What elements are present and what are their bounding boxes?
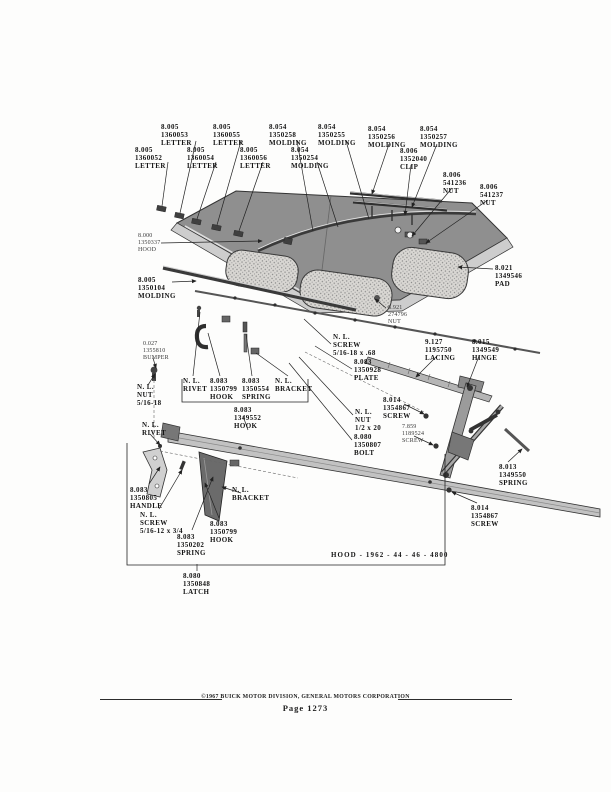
part-label: N. L. SCREW 5/16-12 x 3/4 [140,511,183,536]
hinge-screw [446,487,451,492]
part-label: 8.054 1350256 MOLDING [368,125,406,150]
part-label: N. L. BRACKET [275,377,313,394]
part-label: N. L. SCREW 5/16-18 x .68 [333,333,376,358]
bumper-part [151,367,158,374]
footer-copyright: ©1967 BUICK MOTOR DIVISION, GENERAL MOTORS CORPORATION [201,694,410,700]
part-label: 8.000 1350337 HOOD [138,233,161,253]
part-label: 8.054 1350254 MOLDING [291,146,329,171]
part-label: 0.027 1355810 BUMPER [143,341,169,361]
keyhole-slot [407,232,413,238]
diagram-caption: HOOD - 1962 - 44 - 46 - 4800 [331,551,449,559]
part-label: 8.006 541237 NUT [480,183,504,208]
hinge-screw [423,413,428,418]
part-label: 8.083 1350799 HOOK [210,520,238,545]
part-label: N. L. RIVET [183,377,208,394]
part-label: 8.014 1354867 SCREW [471,504,499,529]
part-label: 8.021 1349546 PAD [495,264,523,289]
bracket-part [251,348,259,354]
part-label: 8.054 1350255 MOLDING [318,123,356,148]
part-label: 8.005 1360054 LETTER [187,146,218,171]
part-label: 8.080 1350807 BOLT [354,433,382,458]
part-label: 9.127 1195750 LACING [425,338,456,363]
part-label: N. L. NUT 5/16-18 [137,383,162,408]
part-label: 8.921 274796 NUT [388,305,408,325]
hinge-spring [505,429,529,451]
part-label: 8.005 1360056 LETTER [240,146,271,171]
footer-page-number: Page 1273 [282,703,329,713]
part-label: 8.005 1360055 LETTER [213,123,244,148]
part-label: 8.080 1350848 LATCH [183,572,211,597]
part-label: 8.083 1350799 HOOK [210,377,238,402]
clip-part [222,316,230,322]
part-label: 8.005 1350104 MOLDING [138,276,176,301]
part-label: 8.083 1350928 PLATE [354,358,382,383]
part-label: N. L. NUT 1/2 x 20 [355,408,382,433]
part-label: 8.083 1350202 SPRING [177,533,206,558]
hinge-screw [433,443,438,448]
molding-nut [419,239,427,244]
part-label: 8.006 541236 NUT [443,171,467,196]
bolt-part [243,322,247,332]
part-label: 8.014 1354867 SCREW [383,396,411,421]
part-label: N. L. RIVET [142,421,167,438]
part-label: 8.083 1350805 HANDLE [130,486,163,511]
part-label: 8.083 1350554 SPRING [242,377,271,402]
part-label: 8.005 1360053 LETTER [161,123,192,148]
part-label: 8.083 1349552 HOOK [234,406,262,431]
keyhole-slot [395,227,401,233]
part-label: 8.054 1350257 MOLDING [420,125,458,150]
part-label: 8.015 1349549 HINGE [472,338,500,363]
pad-nut [374,295,379,300]
part-label: 8.005 1360052 LETTER [135,146,166,171]
part-label: N. L. BRACKET [232,486,270,503]
part-label: 8.013 1349550 SPRING [499,463,528,488]
part-label: 7.859 1189524 SCREW [402,424,425,444]
latch-screw [179,461,186,471]
part-label: 8.054 1350258 MOLDING [269,123,307,148]
part-label: 8.006 1352040 CLIP [400,147,428,172]
latch-bracket [199,452,227,521]
hook-part [197,326,208,347]
